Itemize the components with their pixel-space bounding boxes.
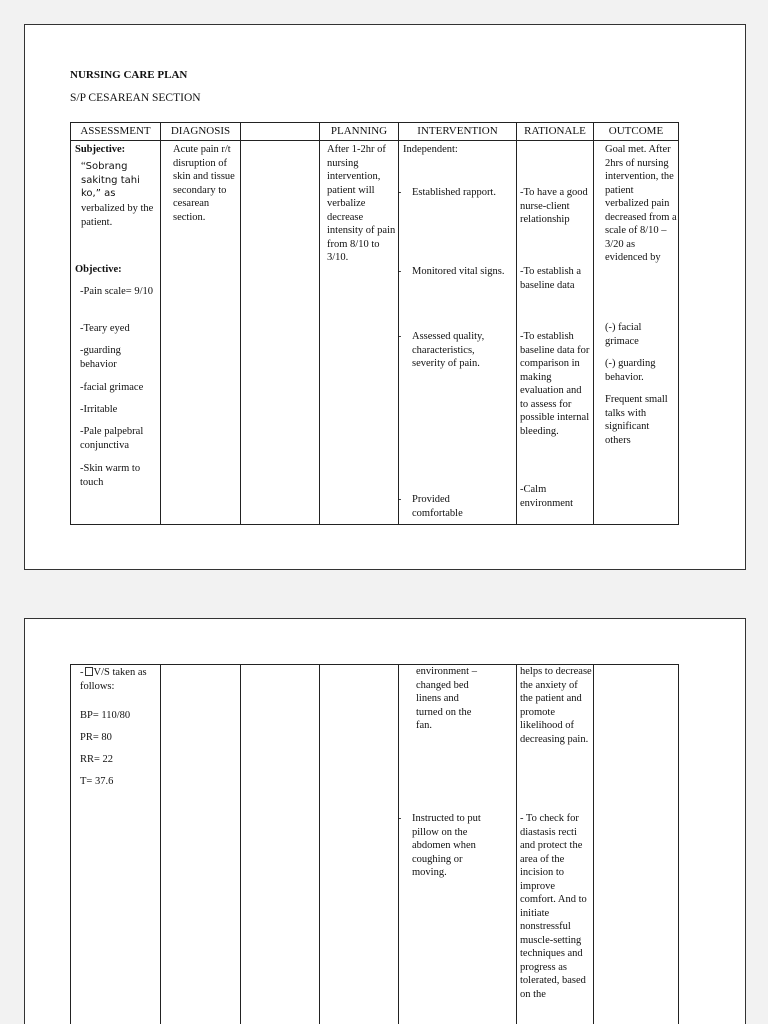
assessment-cell <box>71 141 161 525</box>
header-rationale: RATIONALE <box>517 123 594 141</box>
intervention-item: - Provided comfortable <box>398 494 463 519</box>
subjective-quote-text: Sobrang sakitng tahi ko,” as <box>81 161 140 199</box>
objective-item: -Skin warm to touch <box>80 463 141 488</box>
intervention-cell <box>399 141 517 525</box>
header-assessment: ASSESSMENT <box>71 123 161 141</box>
document-subtitle: S/P CESAREAN SECTION <box>70 92 201 104</box>
header-planning: PLANNING <box>320 123 399 141</box>
planning-text: After 1-2hr of nursing intervention, patient will verbalize decrease intensity of pain from 8/10 to 3/10. <box>327 144 396 263</box>
rationale-item: -Calm environment <box>520 484 574 509</box>
vital-sign: PR= 80 <box>80 732 112 743</box>
objective-item: -Pain scale= 9/10 <box>80 286 153 297</box>
table-row <box>71 141 679 525</box>
care-plan-table-continued <box>70 664 679 1024</box>
intervention-item: - Established rapport. <box>398 187 496 198</box>
objective-item: -Irritable <box>80 404 118 415</box>
diagnosis-text: Acute pain r/t disruption of skin and tissue secondary to cesarean section. <box>173 144 235 223</box>
outcome-text: Goal met. After 2hrs of nursing intervention, the patient verbalized pain decreased from a scale of 8/10 – 3/20 as evidenced by <box>605 144 677 263</box>
vs-line: - V/S taken as follows: <box>80 667 147 692</box>
intervention-item: - Monitored vital signs. <box>398 266 505 277</box>
objective-item: -Teary eyed <box>80 323 130 334</box>
diagnosis-cell <box>161 665 241 1024</box>
rationale-item: -To establish a baseline data <box>520 266 582 291</box>
vital-sign: T= 37.6 <box>80 776 114 787</box>
planning-cell <box>320 141 399 525</box>
header-outcome: OUTCOME <box>594 123 679 141</box>
document-page-2 <box>24 618 746 1024</box>
rationale-item: - To check for diastasis recti and protect the area of the incision to improve comfort. And to initiate nonstressful muscle-setting techniques and progress as tolerated, based on the <box>520 813 587 1000</box>
subjective-label: Subjective: <box>75 144 126 155</box>
table-header-row <box>71 123 679 141</box>
intervention-cell <box>399 665 517 1024</box>
document-title: NURSING CARE PLAN <box>70 69 188 81</box>
vital-sign: RR= 22 <box>80 754 114 765</box>
header-diagnosis: DIAGNOSIS <box>161 123 241 141</box>
subjective-rest: verbalized by the patient. <box>81 203 154 228</box>
outcome-item: (-) facial grimace <box>605 322 642 347</box>
rationale-cell <box>517 665 594 1024</box>
objective-item: -guarding behavior <box>80 345 121 370</box>
planning-cell <box>320 665 399 1024</box>
intervention-item: - Assessed quality, characteristics, severity of pain. <box>398 331 485 369</box>
assessment-cell <box>71 665 161 1024</box>
care-plan-table <box>70 122 679 525</box>
blank-cell <box>241 665 320 1024</box>
outcome-item: (-) guarding behavior. <box>605 358 656 383</box>
vital-sign: BP= 110/80 <box>80 710 131 721</box>
checkbox-icon <box>85 667 93 676</box>
outcome-item: Frequent small talks with significant others <box>605 394 668 446</box>
document-page-1 <box>24 24 746 570</box>
rationale-item: -To have a good nurse-client relationship <box>520 187 588 225</box>
subjective-quote: “Sobrang sakitng tahi ko,” as <box>81 161 140 199</box>
header-blank <box>241 123 320 141</box>
rationale-cell <box>517 141 594 525</box>
intervention-item: - Instructed to put pillow on the abdomen when coughing or moving. <box>398 813 481 878</box>
diagnosis-cell <box>161 141 241 525</box>
rationale-item: helps to decrease the anxiety of the patient and promote likelihood of decreasing pain. <box>520 666 592 745</box>
rationale-item: -To establish baseline data for comparison in making evaluation and to assess for possible internal bleeding. <box>520 331 590 437</box>
header-intervention: INTERVENTION <box>399 123 517 141</box>
objective-item: -facial grimace <box>80 382 144 393</box>
outcome-cell <box>594 141 679 525</box>
blank-cell <box>241 141 320 525</box>
objective-label: Objective: <box>75 264 122 275</box>
outcome-cell <box>594 665 679 1024</box>
intervention-heading: Independent: <box>403 144 458 155</box>
intervention-item: environment – changed bed linens and turned on the fan. <box>416 666 477 731</box>
objective-item: -Pale palpebral conjunctiva <box>80 426 144 451</box>
table-row <box>71 665 679 1024</box>
